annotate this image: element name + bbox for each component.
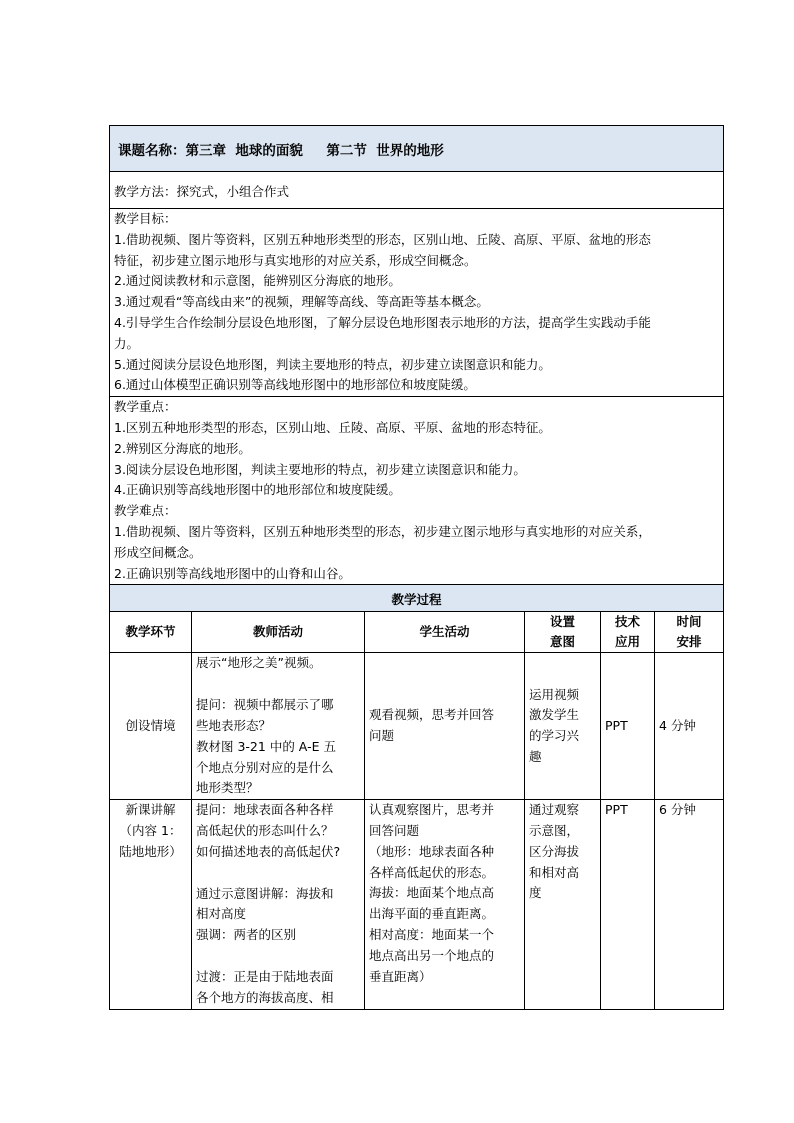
header-stage: 教学环节 xyxy=(110,612,192,653)
header-teacher: 教师活动 xyxy=(192,612,365,653)
lesson-plan-page xyxy=(109,125,723,1010)
time-cell: 4 分钟 xyxy=(655,653,724,800)
objectives-line: 特征，初步建立图示地形与真实地形的对应关系，形成空间概念。 xyxy=(114,252,477,268)
stage-cell: 新课讲解 （内容 1： 陆地地形） xyxy=(110,800,192,1010)
keypoints-line: 1.借助视频、图片等资料，区别五种地形类型的形态，初步建立图示地形与真实地形的对应关系， xyxy=(114,523,651,539)
keypoints-line: 3.阅读分层设色地形图，判读主要地形的特点，初步建立读图意识和能力。 xyxy=(114,461,526,477)
keypoints-line: 1.区别五种地形类型的形态，区别山地、丘陵、高原、平原、盆地的形态特征。 xyxy=(114,419,551,435)
tech-cell: PPT xyxy=(601,800,655,1010)
process-title-row xyxy=(110,585,724,612)
objectives-line: 6.通过山体模型正确识别等高线地形图中的地形部位和坡度陡缓。 xyxy=(114,377,476,393)
keypoints-line: 形成空间概念。 xyxy=(114,544,202,560)
keypoints-line: 教学重点： xyxy=(114,399,177,415)
keypoints-cell xyxy=(110,397,724,585)
objectives-line: 教学目标： xyxy=(114,211,177,226)
keypoints-row xyxy=(110,397,724,585)
process-header-row xyxy=(110,612,724,653)
objectives-line: 5.通过阅读分层设色地形图，判读主要地形的特点，初步建立读图意识和能力。 xyxy=(114,356,551,372)
student-activity-cell: 认真观察图片，思考并 回答问题 （地形：地球表面各种 各样高低起伏的形态。 海拔：地面某个地点高 出海平面的垂直距离。 相对高度：地面某一个 地点高出另一个地点的 垂直距离） xyxy=(365,800,525,1010)
intent-cell: 运用视频 激发学生 的学习兴 趣 xyxy=(525,653,601,800)
method-cell xyxy=(110,172,724,209)
course-title: 课题名称：第三章 地球的面貌 第二节 世界的地形 xyxy=(118,142,444,159)
process-title: 教学过程 xyxy=(391,591,442,607)
objectives-line: 4.引导学生合作绘制分层设色地形图，了解分层设色地形图表示地形的方法，提高学生实践动手能 xyxy=(114,314,651,330)
intent-cell: 通过观察 示意图， 区分海拔 和相对高 度 xyxy=(525,800,601,1010)
teaching-method: 教学方法：探究式，小组合作式 xyxy=(114,183,290,199)
objectives-line: 1.借助视频、图片等资料，区别五种地形类型的形态，区别山地、丘陵、高原、平原、盆地的形态 xyxy=(114,231,651,247)
header-tech: 技术 应用 xyxy=(601,612,655,653)
title-row xyxy=(110,126,724,172)
header-student: 学生活动 xyxy=(365,612,525,653)
keypoints-line: 2.正确识别等高线地形图中的山脊和山谷。 xyxy=(114,565,351,581)
table-row xyxy=(110,653,724,800)
teacher-activity-cell: 展示“地形之美”视频。 提问：视频中都展示了哪 些地表形态？ 教材图 3-21 中的 A-E 五 个地点分别对应的是什么 地形类型？ xyxy=(192,653,365,800)
objectives-line: 力。 xyxy=(114,335,140,351)
time-cell: 6 分钟 xyxy=(655,800,724,1010)
title-cell xyxy=(110,126,724,172)
student-activity-cell: 观看视频，思考并回答 问题 xyxy=(365,653,525,800)
table-row xyxy=(110,800,724,1010)
objectives-row xyxy=(110,209,724,397)
objectives-cell xyxy=(110,209,724,397)
header-time: 时间 安排 xyxy=(655,612,724,653)
tech-cell: PPT xyxy=(601,653,655,800)
stage-cell: 创设情境 xyxy=(110,653,192,800)
process-title-cell xyxy=(110,585,724,612)
objectives-line: 2.通过阅读教材和示意图，能辨别区分海底的地形。 xyxy=(114,273,401,289)
method-row xyxy=(110,172,724,209)
teacher-activity-cell: 提问：地球表面各种各样 高低起伏的形态叫什么？ 如何描述地表的高低起伏? 通过示意图讲解：海拔和 相对高度 强调：两者的区别 过渡：正是由于陆地表面 各个地方的海拔高度、相 xyxy=(192,800,365,1010)
objectives-line: 3.通过观看“等高线由来”的视频，理解等高线、等高距等基本概念。 xyxy=(114,294,489,310)
keypoints-line: 4.正确识别等高线地形图中的地形部位和坡度陡缓。 xyxy=(114,482,401,498)
keypoints-line: 2.辨别区分海底的地形。 xyxy=(114,440,251,456)
lesson-plan-table xyxy=(109,125,724,1010)
header-intent: 设置 意图 xyxy=(525,612,601,653)
keypoints-line: 教学难点： xyxy=(114,503,177,519)
